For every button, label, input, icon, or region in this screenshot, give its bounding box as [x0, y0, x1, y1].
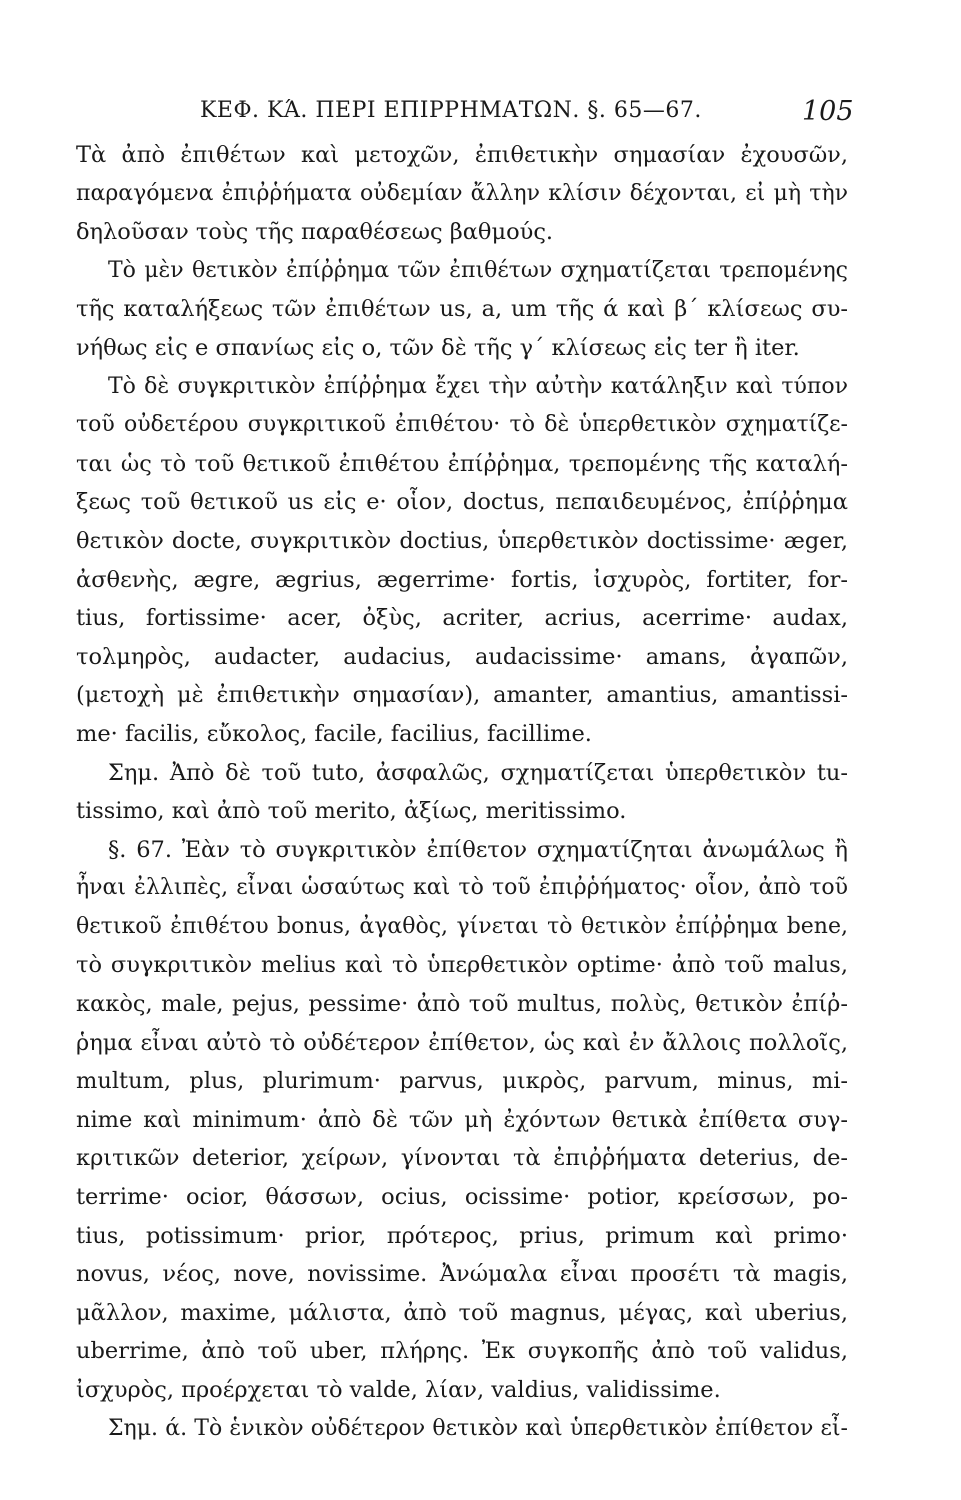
text-line: ξεως τοῦ θετικοῦ us εἰς e· οἷον, doctus, πεπαιδευμένος, ἐπίῤῥημα: [76, 489, 848, 516]
text-line: tius, fortissime· acer, ὀξὺς, acriter, acrius, acerrime· audax,: [76, 605, 848, 632]
text-line: Τὰ ἀπὸ ἐπιθέτων καὶ μετοχῶν, ἐπιθετικὴν σημασίαν ἐχουσῶν,: [76, 142, 848, 168]
text-line: Σημ. ά. Τὸ ἑνικὸν οὐδέτερον θετικὸν καὶ ὑπερθετικὸν ἐπίθετον εἶ-: [108, 1415, 848, 1441]
text-line: δηλοῦσαν τοὺς τῆς παραθέσεως βαθμούς.: [76, 219, 554, 246]
text-line: τοῦ οὐδετέρου συγκριτικοῦ ἐπιθέτου· τὸ δὲ ὑπερθετικὸν σχηματίζε-: [76, 412, 848, 438]
running-header: ΚΕΦ. ΚΆ. ΠΕΡΙ ΕΠΙΡΡΗΜΑΤΩΝ. §. 65—67.: [200, 98, 702, 123]
text-line: τῆς καταλήξεως τῶν ἐπιθέτων us, a, um τῆς ά καὶ β΄ κλίσεως συ-: [76, 296, 848, 323]
text-line: μᾶλλον, maxime, μάλιστα, ἀπὸ τοῦ magnus, μέγας, καὶ uberius,: [76, 1299, 848, 1326]
text-line: ἀσθενὴς, ægre, ægrius, ægerrime· fortis, ἰσχυρὸς, fortiter, for-: [76, 566, 848, 593]
text-line: nime καὶ minimum· ἀπὸ δὲ τῶν μὴ ἐχόντων θετικὰ ἐπίθετα συγ-: [76, 1106, 848, 1133]
page-number: 105: [802, 96, 854, 127]
text-line: κακὸς, male, pejus, pessime· ἀπὸ τοῦ multus, πολὺς, θετικὸν ἐπίῤ-: [76, 991, 848, 1018]
text-line: ἦναι ἐλλιπὲς, εἶναι ὡσαύτως καὶ τὸ τοῦ ἐπιῤῥήματος· οἷον, ἀπὸ τοῦ: [76, 875, 848, 901]
text-line: θετικὸν docte, συγκριτικὸν doctius, ὑπερθετικὸν doctissime· æger,: [76, 527, 848, 554]
text-line: terrime· ocior, θάσσων, ocius, ocissime· potior, κρείσσων, po-: [76, 1184, 848, 1211]
text-line: multum, plus, plurimum· parvus, μικρὸς, parvum, minus, mi-: [76, 1068, 848, 1095]
text-line: tius, potissimum· prior, πρότερος, prius, primum καὶ primo·: [76, 1222, 848, 1249]
text-line: ῥημα εἶναι αὐτὸ τὸ οὐδέτερον ἐπίθετον, ὡς καὶ ἐν ἄλλοις πολλοῖς,: [76, 1029, 848, 1056]
text-line: (μετοχὴ μὲ ἐπιθετικὴν σημασίαν), amanter, amantius, amantissi-: [76, 682, 848, 709]
text-line: §. 67. Ἐὰν τὸ συγκριτικὸν ἐπίθετον σχηματίζηται ἀνωμάλως ἢ: [108, 836, 848, 863]
text-line: τολμηρὸς, audacter, audacius, audacissime· amans, ἀγαπῶν,: [76, 643, 848, 670]
text-line: tissimo, καὶ ἀπὸ τοῦ merito, ἀξίως, meritissimo.: [76, 798, 627, 825]
text-line: παραγόμενα ἐπιῤῥήματα οὐδεμίαν ἄλλην κλίσιν δέχονται, εἰ μὴ τὴν: [76, 180, 848, 206]
text-line: ται ὡς τὸ τοῦ θετικοῦ ἐπιθέτου ἐπίῤῥημα, τρεπομένης τῆς καταλή-: [76, 450, 848, 477]
text-line: θετικοῦ ἐπιθέτου bonus, ἀγαθὸς, γίνεται τὸ θετικὸν ἐπίῤῥημα bene,: [76, 913, 848, 939]
text-line: Τὸ δὲ συγκριτικὸν ἐπίῤῥημα ἔχει τὴν αὐτὴν κατάληξιν καὶ τύπον: [108, 373, 848, 399]
text-line: κριτικῶν deterior, χείρων, γίνονται τὰ ἐπιῤῥήματα deterius, de-: [76, 1145, 848, 1172]
text-line: Τὸ μὲν θετικὸν ἐπίῤῥημα τῶν ἐπιθέτων σχηματίζεται τρεπομένης: [108, 257, 848, 283]
body-text: [76, 136, 848, 1448]
text-line: Σημ. Ἀπὸ δὲ τοῦ tuto, ἀσφαλῶς, σχηματίζεται ὑπερθετικὸν tu-: [108, 759, 848, 786]
text-line: novus, νέος, nove, novissime. Ἀνώμαλα εἶναι προσέτι τὰ magis,: [76, 1261, 848, 1288]
text-line: me· facilis, εὔκολος, facile, facilius, facillime.: [76, 720, 592, 747]
text-line: ἰσχυρὸς, προέρχεται τὸ valde, λίαν, valdius, validissime.: [76, 1377, 721, 1403]
text-line: νήθως εἰς e σπανίως εἰς o, τῶν δὲ τῆς γ΄ κλίσεως εἰς ter ἢ iter.: [76, 334, 800, 361]
text-line: uberrime, ἀπὸ τοῦ uber, πλήρης. Ἐκ συγκοπῆς ἀπὸ τοῦ validus,: [76, 1338, 848, 1365]
text-line: τὸ συγκριτικὸν melius καὶ τὸ ὑπερθετικὸν optime· ἀπὸ τοῦ malus,: [76, 952, 848, 979]
